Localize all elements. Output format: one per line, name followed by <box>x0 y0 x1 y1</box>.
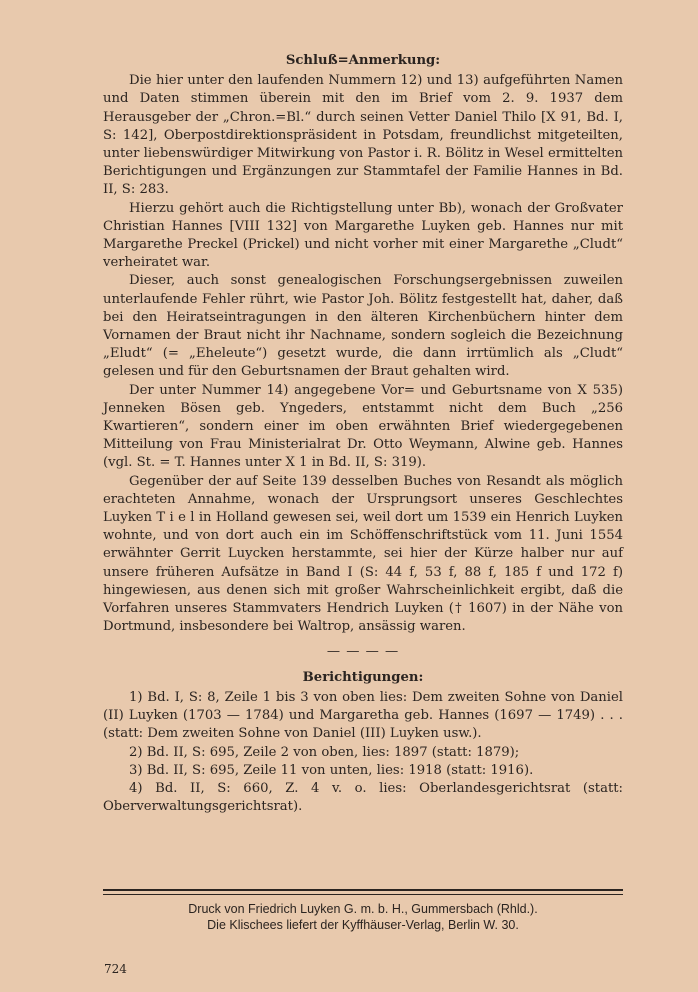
paragraph: Der unter Nummer 14) angegebene Vor= und Geburtsname von X 535) Jenneken Bösen geb. Yngeders, entstammt nicht dem Buch „256 Kwartieren“, sondern einer im oben erwähnten Brief wiedergegebenen Mitteilung von Frau Ministerialrat Dr. Otto Weymann, Alwine geb. Hannes (vgl. St. = T. Hannes unter X 1 in Bd. II, S: 319). <box>103 382 623 471</box>
paragraph: Hierzu gehört auch die Richtigstellung unter Bb), wonach der Großvater Christian Hannes [VIII 132] von Margarethe Luyken geb. Hannes nur mit Margarethe Preckel (Prickel) und nicht vorher mit einer Margarethe „Cludt“ verheiratet war. <box>103 200 623 271</box>
paragraph: Dieser, auch sonst genealogischen Forschungsergebnissen zuweilen unterlaufende Fehler rührt, wie Pastor Joh. Bölitz festgestellt hat, daher, daß bei den Heiratseintragungen in den älteren Kirchenbüchern hinter dem Vornamen der Braut nicht ihr Nachname, sondern sogleich die Bezeichnung „Eludt“ (= „Eheleute“) gesetzt wurde, die dann irrtümlich als „Cludt“ gelesen und für den Geburtsnamen der Braut gehalten wird. <box>103 273 623 380</box>
printer-imprint <box>103 901 623 933</box>
page-number: 724 <box>104 962 127 976</box>
paragraph: Gegenüber der auf Seite 139 desselben Buches von Resandt als möglich erachteten Annahme, wonach der Ursprungsort unseres Geschlechtes Luyken T i e l in Holland gewesen sei, weil dort um 1539 ein Henrich Luyken wohnte, und von dort auch ein im Schöffenschriftstück vom 11. Juni 1554 erwähnter Gerrit Luycken herstammte, sei hier der Kürze halber nur auf unsere früheren Aufsätze in Band I (S: 44 f, 53 f, 88 f, 185 f und 172 f) hingewiesen, aus denen sich mit großer Wahrscheinlichkeit ergibt, daß die Vorfahren unseres Stammvaters Hendrich Luyken († 1607) in der Nähe von Dortmund, insbesondere bei Waltrop, ansässig waren. <box>103 473 623 635</box>
main-text <box>103 52 623 816</box>
correction-item: 2) Bd. II, S: 695, Zeile 2 von oben, lies: 1897 (statt: 1879); <box>129 744 520 760</box>
footer-rule-thin <box>103 894 623 895</box>
section-separator: — — — — <box>326 643 400 659</box>
paragraph: Die hier unter den laufenden Nummern 12) und 13) aufgeführten Namen und Daten stimmen überein mit den im Brief vom 2. 9. 1937 dem Herausgeber der „Chron.=Bl.“ durch seinen Vetter Daniel Thilo [X 91, Bd. I, S: 142], Oberpostdirektionspräsident in Potsdam, freundlichst mitgeteilten, unter liebenswürdiger Mitwirkung von Pastor i. R. Bölitz in Wesel ermittelten Berichtigungen und Ergänzungen zur Stammtafel der Familie Hannes in Bd. II, S: 283. <box>103 73 623 198</box>
corrections-heading: Berichtigungen: <box>302 669 424 685</box>
footer-rule-thick <box>103 889 623 891</box>
printer-line: Druck von Friedrich Luyken G. m. b. H., Gummersbach (Rhld.). <box>188 902 538 916</box>
correction-item: 3) Bd. II, S: 695, Zeile 11 von unten, lies: 1918 (statt: 1916). <box>129 762 534 778</box>
publisher-line: Die Klischees liefert der Kyffhäuser-Verlag, Berlin W. 30. <box>207 918 519 932</box>
correction-item: 4) Bd. II, S: 660, Z. 4 v. o. lies: Oberlandesgerichtsrat (statt: Oberverwaltungsgerichtsrat). <box>103 780 623 815</box>
correction-item: 1) Bd. I, S: 8, Zeile 1 bis 3 von oben lies: Dem zweiten Sohne von Daniel (II) Luyken (1703 — 1784) und Margaretha geb. Hannes (1697 — 1749) . . . (statt: Dem zweiten Sohne von Daniel (III) Luyken usw.). <box>103 689 623 742</box>
closing-note-heading: Schluß=Anmerkung: <box>285 53 441 68</box>
